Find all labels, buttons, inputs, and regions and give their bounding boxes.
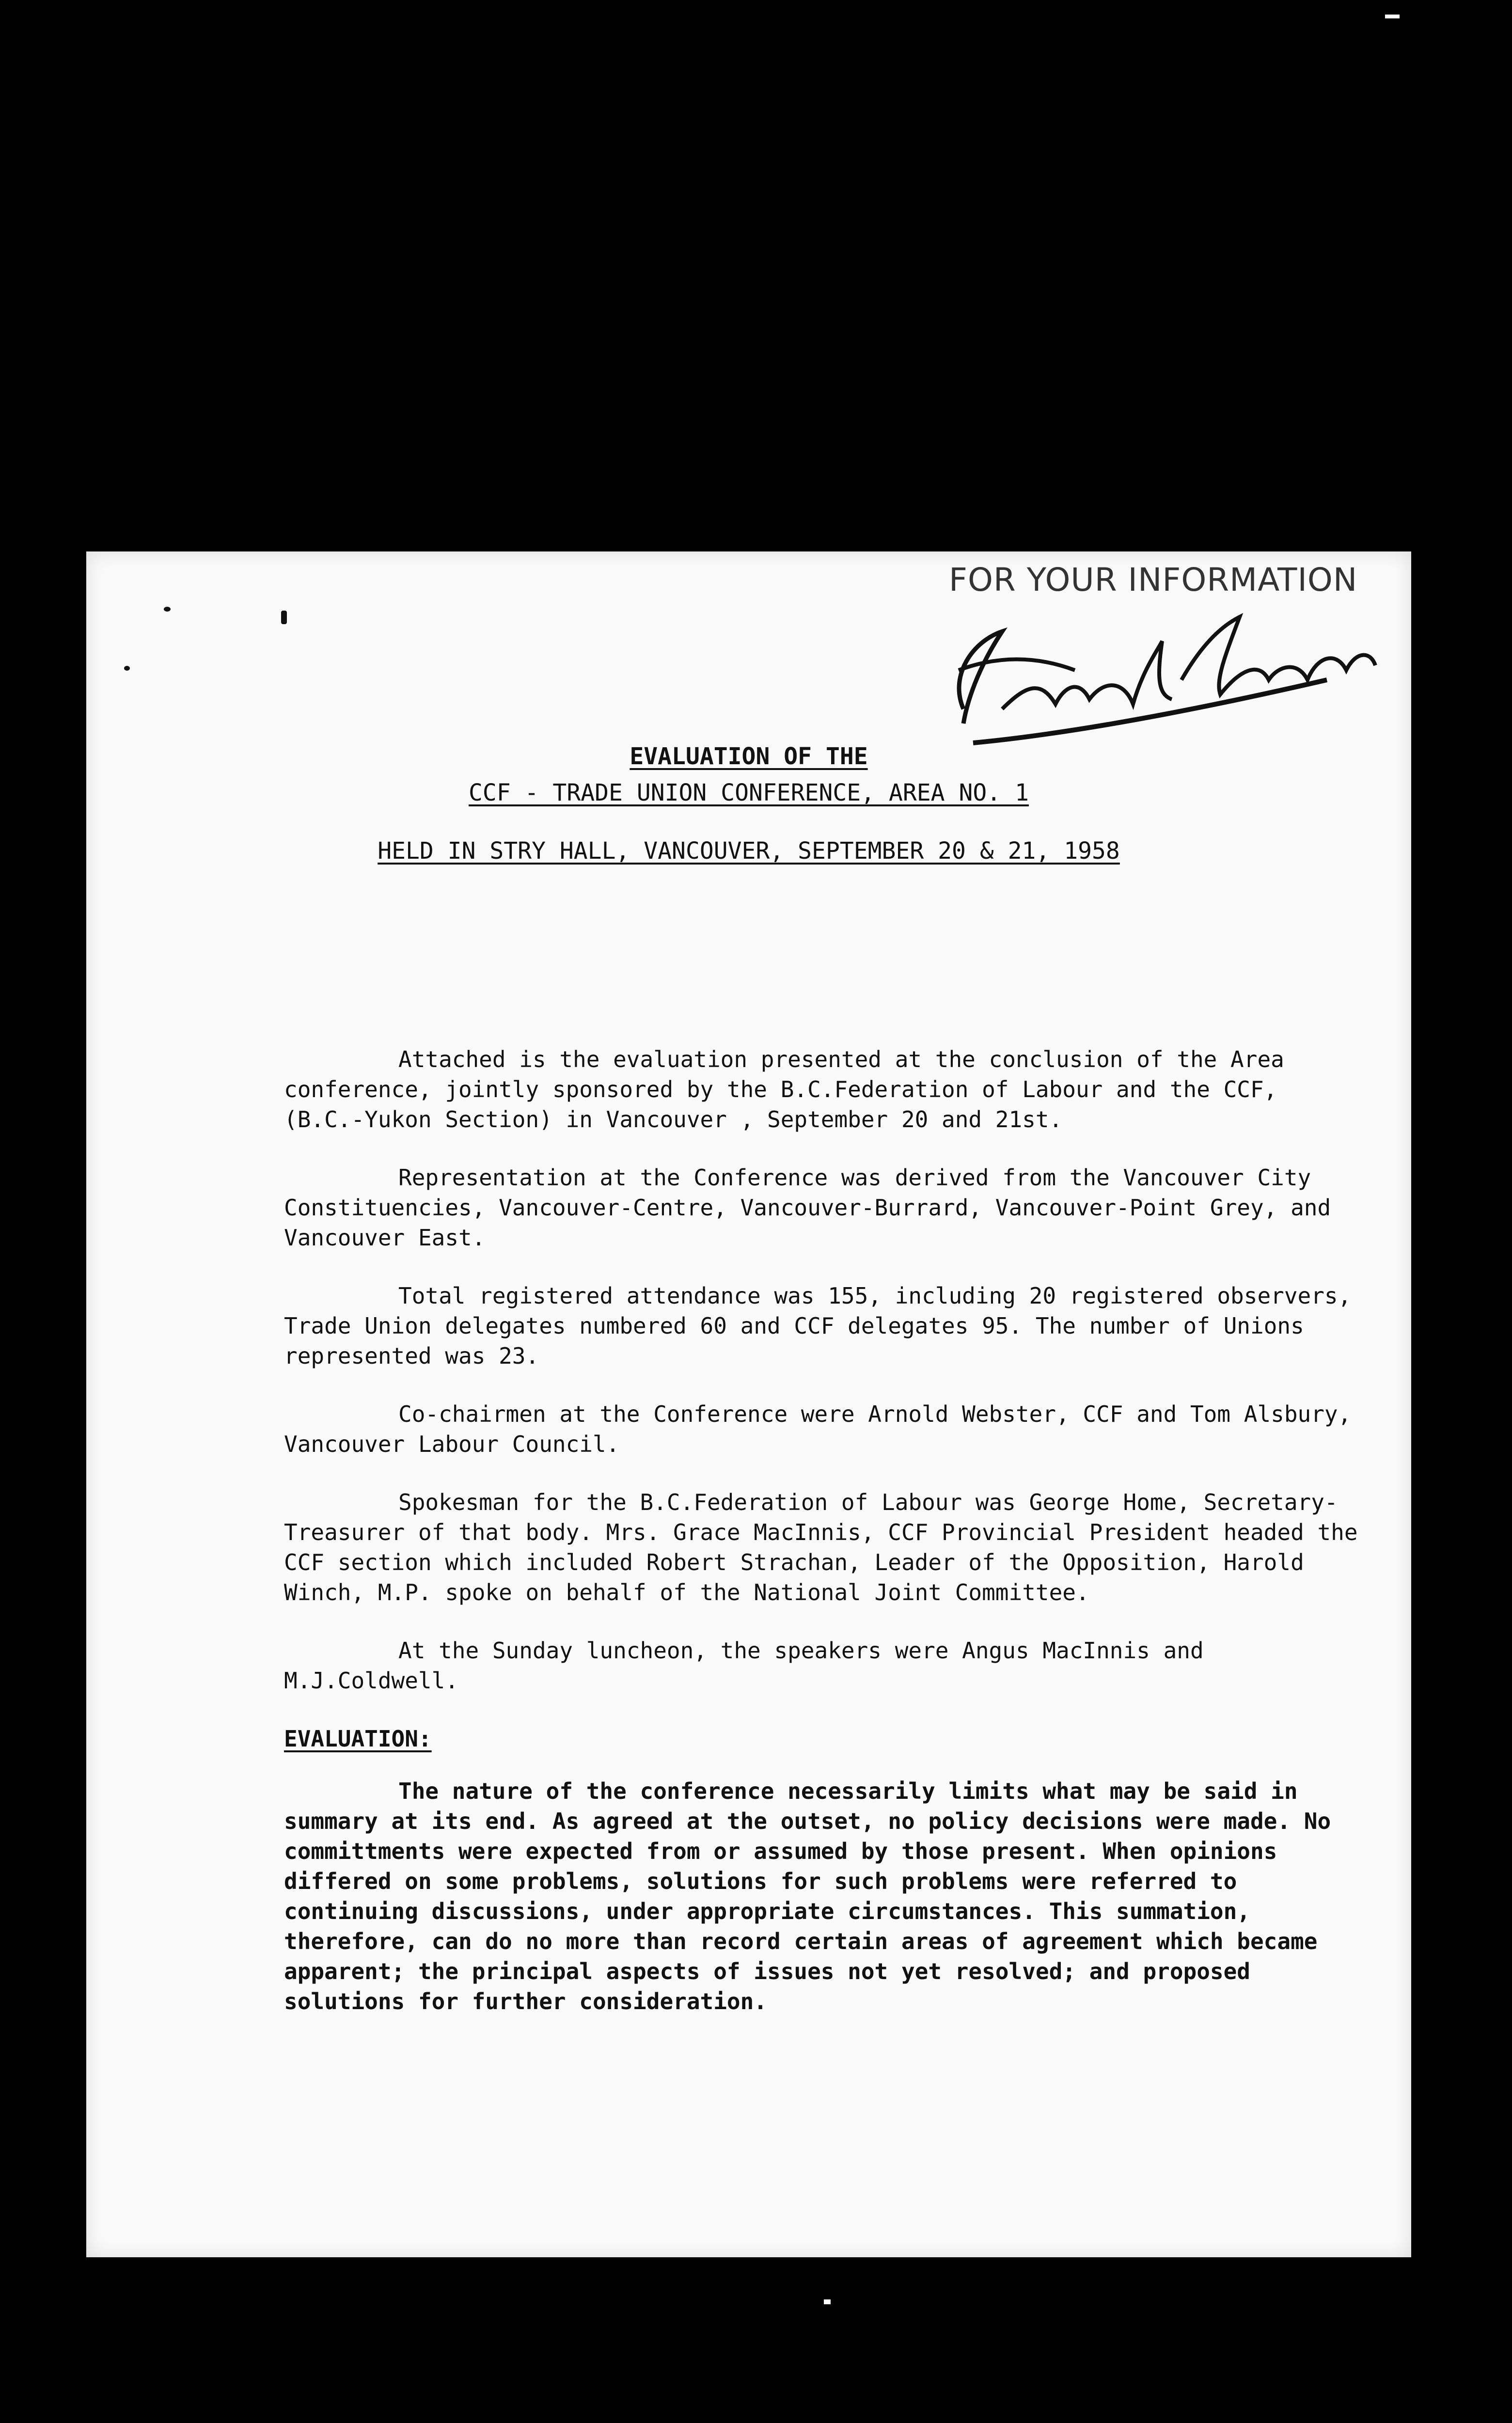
title-line-3: HELD IN STRY HALL, VANCOUVER, SEPTEMBER 20 & 21, 1958	[378, 837, 1120, 865]
film-speck	[824, 2299, 831, 2304]
paragraph-representation: Representation at the Conference was derived from the Vancouver City Constituencies, Vancouver-Centre, Vancouver-Burrard, Vancouver-Point Grey, and Vancouver East.	[284, 1164, 1331, 1251]
page-mark	[281, 611, 287, 624]
evaluation-heading: EVALUATION:	[284, 1726, 432, 1752]
paragraph-cochairmen: Co-chairmen at the Conference were Arnold Webster, CCF and Tom Alsbury, Vancouver Labour Council.	[284, 1401, 1352, 1457]
page-mark	[124, 666, 130, 671]
page-mark	[164, 607, 171, 612]
film-speck	[1385, 15, 1400, 18]
handwritten-signature	[929, 598, 1385, 757]
paragraph-attendance: Total registered attendance was 155, including 20 registered observers, Trade Union delegates numbered 60 and CCF delegates 95. The number of Unions represented was 23.	[284, 1283, 1352, 1369]
paragraph-spokesman: Spokesman for the B.C.Federation of Labour was George Home, Secretary-Treasurer of that body. Mrs. Grace MacInnis, CCF Provincial President headed the CCF section which included Robert Strachan, Leader of the Opposition, Harold Winch, M.P. spoke on behalf of the National Joint Committee.	[284, 1489, 1358, 1605]
info-stamp: FOR YOUR INFORMATION	[949, 561, 1358, 598]
document-page	[86, 551, 1411, 2257]
paragraph-luncheon: At the Sunday luncheon, the speakers were Angus MacInnis and M.J.Coldwell.	[284, 1637, 1204, 1694]
paragraph-evaluation: The nature of the conference necessarily limits what may be said in summary at its end. As agreed at the outset, no policy decisions were made. No committments were expected from or assumed by those present. When opinions differed on some problems, solutions for such problems were referred to continuing discussions, under appropriate circumstances. This summation, therefore, can do no more than record certain areas of agreement which became apparent; the principal aspects of issues not yet resolved; and proposed solutions for further consideration.	[284, 1778, 1331, 2014]
title-line-1: EVALUATION OF THE	[630, 743, 868, 770]
title-line-2: CCF - TRADE UNION CONFERENCE, AREA NO. 1	[469, 779, 1029, 806]
paragraph-attached: Attached is the evaluation presented at the conclusion of the Area conference, jointly sponsored by the B.C.Federation of Labour and the CCF, (B.C.-Yukon Section) in Vancouver , September 20 and 21st.	[284, 1046, 1284, 1133]
document-body	[284, 1044, 1370, 2045]
